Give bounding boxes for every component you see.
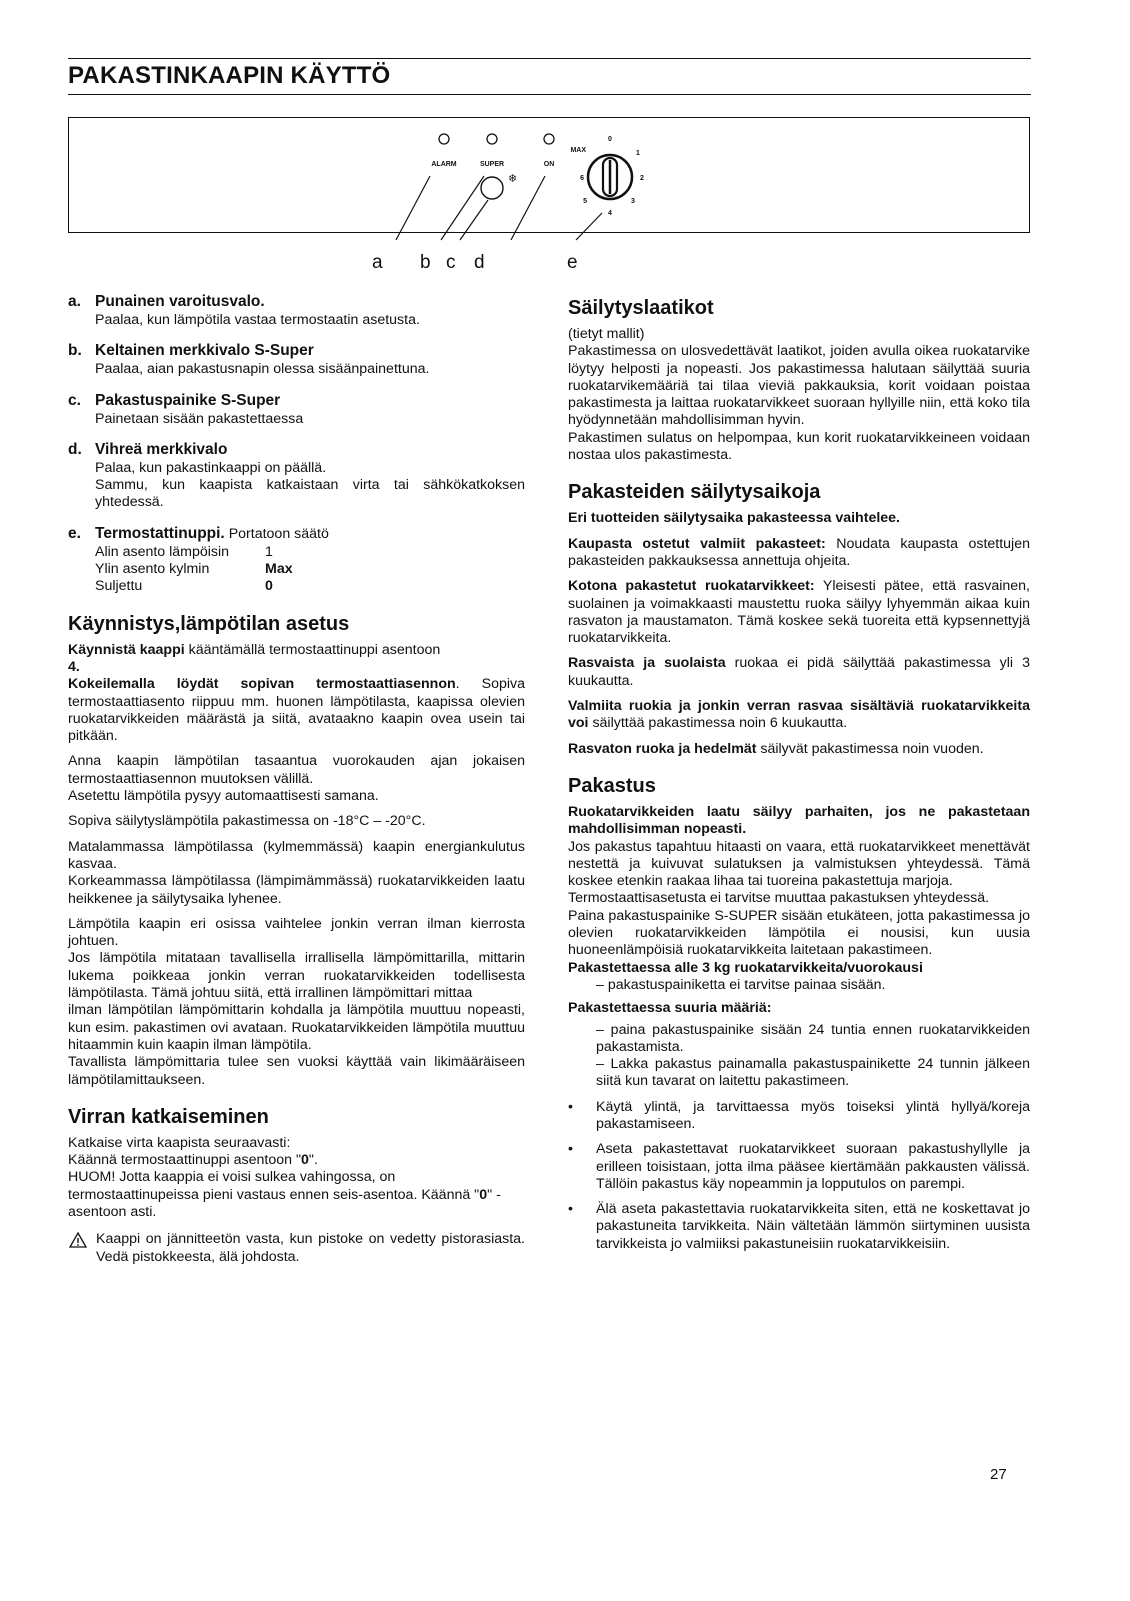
- item-letter: e.: [68, 524, 81, 542]
- dial-1-label: 1: [636, 150, 640, 157]
- item-title: Keltainen merkkivalo S-Super: [95, 342, 314, 360]
- item-title: Termostattinuppi.: [95, 524, 225, 542]
- item-body: Painetaan sisään pakastettaessa: [95, 410, 304, 427]
- item-c: [68, 391, 525, 428]
- start-p4: Sopiva säilytyslämpötila pakastimessa on -18°C – -20°C.: [68, 813, 426, 830]
- power-warning: [68, 1231, 525, 1266]
- freezing-large: Pakastettaessa suuria määriä:: [568, 1000, 772, 1017]
- item-body: Paalaa, aian pakastusnapin olessa sisäänpainettuna.: [95, 361, 430, 378]
- callout-c: c: [446, 252, 456, 273]
- dial-5-label: 5: [583, 198, 587, 205]
- start-p5: Matalammassa lämpötilassa (kylmemmässä) kaapin energiankulutus kasvaa. Korkeammassa lämpötilassa (lämpimämmässä) ruokatarvikkeiden laatu heikkenee ja säilytysaika lyhenee.: [68, 838, 525, 907]
- callout-a: a: [372, 252, 383, 273]
- right-column: [568, 292, 1030, 1261]
- storage-r2: Kotona pakastetut ruokatarvikkeet: Yleisesti pätee, että rasvainen, suolainen ja voimakkaasti maustettu ruoka säilyy lyhyemmän aikaa kuin rasvaton ja maustamaton. Tämä koskee sekä tuoreita että kypsennettyjä ruokatarvikkeita.: [568, 578, 1030, 647]
- dial-3-label: 3: [631, 198, 635, 205]
- item-letter: b.: [68, 342, 82, 360]
- drawers-text: (tietyt mallit) Pakastimessa on ulosvedettävät laatikot, joiden avulla oikea ruokatarvike löytyy helposti ja nopeasti. Jos pakastimessa halutaan säilyttää suuria ruokatarvikemääriä tai tilaa vieviä pakkauksia, korit voidaan poistaa pakastimesta ja laittaa ruokatarvikkeet suoraan hyllyille niin, että koko tila hyödynnetään mahdollisimman hyvin. Pakastimen sulatus on helpompaa, kun korit ruokatarvikkeineen voidaan nostaa ulos pakastimesta.: [568, 326, 1030, 464]
- callout-b: b: [420, 252, 431, 273]
- item-body: Palaa, kun pakastinkaappi on päällä. Sammu, kun kaapista katkaistaan virta tai sähkökatkoksen yhtedessä.: [95, 459, 525, 511]
- start-p3: Anna kaapin lämpötilan tasaantua vuorokauden ajan jokaisen termostaattiasennon muutoksen välillä. Asetettu lämpötila pysyy automaattisesti samana.: [68, 753, 525, 805]
- storage-r3: Rasvaista ja suolaista ruokaa ei pidä säilyttää pakastimessa yli 3 kuukautta.: [568, 655, 1030, 689]
- callout-d: d: [474, 252, 485, 273]
- dial-6-label: 6: [580, 175, 584, 182]
- item-d: [68, 440, 525, 512]
- left-column: [68, 292, 525, 1266]
- thermostat-row: Ylin asento kylmin Max: [95, 561, 293, 578]
- freezing-large-list: [568, 1022, 1030, 1091]
- power-text: Katkaise virta kaapista seuraavasti: Käännä termostaattinuppi asentoon "0". HUOM! Jotta kaappia ei voisi sulkea vahingossa, on termostaattinupeissa pieni vastaus ennen seis-asentoa. Käännä "0" -asentoon asti.: [68, 1134, 501, 1220]
- heading-freezing: Pakastus: [568, 774, 656, 797]
- page-number: 27: [990, 1466, 1007, 1483]
- item-title: Vihreä merkkivalo: [95, 440, 228, 458]
- item-title: Pakastuspainike S-Super: [95, 391, 281, 409]
- start-p6: Lämpötila kaapin eri osissa vaihtelee jonkin verran ilman kierrosta johtuen. Jos lämpötila mitataan tavallisella irrallisella lämpömittarilla, mittarin lukema poikkeaa jonkin verran ruokatarvikkeiden todellisesta lämpötilasta. Tämä johtuu siitä, että irrallinen lämpömittari mittaa ilman lämpötilan lämpömittarin kohdalla ja lämpötila muuttuu nopeasti, kun esim. pakastimen ovi avataan. Ruokatarvikkeiden lämpötila muuttuu hitaammin kuin kaapin ilman lämpötila. Tavallista lämpömittaria tulee sen vuoksi käyttää vain likimääräiseen lämpötilamittaukseen.: [68, 915, 525, 1088]
- dial-0-label: 0: [608, 136, 612, 143]
- alarm-label: ALARM: [431, 161, 457, 168]
- item-letter: d.: [68, 440, 82, 458]
- item-body: Paalaa, kun lämpötila vastaa termostaatin asetusta.: [95, 312, 420, 328]
- super-lamp-icon: [487, 134, 497, 144]
- alarm-lamp-icon: [439, 134, 449, 144]
- large-step: – paina pakastuspainike sisään 24 tuntia ennen ruokatarvikkeiden pakastamista.: [596, 1021, 1030, 1055]
- thermostat-row: Suljettu 0: [95, 578, 273, 595]
- list-item: • Älä aseta pakastettavia ruokatarvikkeita siten, että ne koskettavat jo pakastuneita tarvikkeita. Näin vältetään lämmön siirtyminen uusista tarvikkeista jo valmiiksi pakastuneisiin ruokatarvikkeisiin.: [568, 1201, 1030, 1252]
- super-button-icon: [481, 177, 503, 199]
- item-a: [68, 292, 525, 329]
- freezing-small: Pakastettaessa alle 3 kg ruokatarvikkeita/vuorokausi – pakastuspainiketta ei tarvitse painaa sisään.: [568, 959, 923, 993]
- dial-4-label: 4: [608, 210, 612, 217]
- item-title: Punainen varoitusvalo.: [95, 293, 265, 310]
- item-b: [68, 341, 525, 378]
- freezing-sub: Ruokatarvikkeiden laatu säilyy parhaiten, jos ne pakastetaan mahdollisimman nopeasti.: [568, 803, 1030, 838]
- list-item: • Käytä ylintä, ja tarvittaessa myös toiseksi ylintä hyllyä/koreja pakastamiseen.: [568, 1098, 1030, 1132]
- thermostat-row: Alin asento lämpöisin 1: [95, 543, 273, 560]
- storage-r1: Kaupasta ostetut valmiit pakasteet: Noudata kaupasta ostettujen pakasteiden pakkauksessa annettuja ohjeita.: [568, 535, 1030, 569]
- on-label: ON: [543, 161, 555, 168]
- control-panel-svg: [0, 0, 1130, 280]
- dial-2-label: 2: [640, 175, 644, 182]
- super-label: SUPER: [479, 161, 505, 168]
- snowflake-icon: ❄: [508, 173, 518, 185]
- callout-e: e: [567, 252, 578, 273]
- item-e: [68, 524, 525, 596]
- freezing-text: Jos pakastus tapahtuu hitaasti on vaara, että ruokatarvikkeet menettävät nestettä ja kuivuvat sulatuksen ja valmistuksen yhteydessä. Tämä koskee etenkin raakaa lihaa tai tuoreina pakastettuja marjoja. Termostaattisasetusta ei tarvitse muuttaa pakastuksen yhteydessä. Paina pakastuspainike S-SUPER sisään etukäteen, jotta pakastimessa jo olevien ruokatarvikkeiden lämpötila ei nousisi, kun uusia huoneenlämpöisiä ruokatarvikkeita laitetaan pakastimeen.: [568, 838, 1030, 959]
- warning-text: Kaappi on jännitteetön vasta, kun pistoke on vedetty pistorasiasta. Vedä pistokkeesta, älä johdosta.: [96, 1231, 525, 1265]
- list-item: • Aseta pakastettavat ruokatarvikkeet suoraan pakastushyllylle ja erilleen toisistaan, jotta ilma pääsee kiertämään pakkausten välissä. Tällöin pakastus käy nopeammin ja lopputulos on parempi.: [568, 1141, 1030, 1192]
- page-title: PAKASTINKAAPIN KÄYTTÖ: [68, 62, 391, 89]
- item-letter: a.: [68, 293, 81, 310]
- warning-triangle-icon: [68, 1231, 96, 1266]
- storage-sub: Eri tuotteiden säilytysaika pakasteessa vaihtelee.: [568, 510, 900, 527]
- heading-storage: Pakasteiden säilytysaikoja: [568, 481, 821, 504]
- heading-drawers: Säilytyslaatikot: [568, 297, 714, 319]
- heading-power: Virran katkaiseminen: [68, 1105, 269, 1128]
- item-title-suffix: Portatoon säätö: [224, 525, 329, 542]
- dial-max-label: MAX: [570, 147, 586, 154]
- start-p1: Käynnistä kaappi kääntämällä termostaattinuppi asentoon 4.: [68, 641, 441, 675]
- item-letter: c.: [68, 391, 81, 409]
- storage-r4: Valmiita ruokia ja jonkin verran rasvaa sisältäviä ruokatarvikkeita voi säilyttää pakastimessa noin 6 kuukautta.: [568, 698, 1030, 732]
- heading-start: Käynnistys,lämpötilan asetus: [68, 612, 350, 635]
- storage-r5: Rasvaton ruoka ja hedelmät säilyvät pakastimessa noin vuoden.: [568, 740, 984, 757]
- large-step: – Lakka pakastus painamalla pakastuspainikette 24 tunnin jälkeen siitä kun tavarat on laitettu pakastimeen.: [596, 1056, 1030, 1090]
- start-p2: Kokeilemalla löydät sopivan termostaattiasennon. Sopiva termostaattiasento riippuu mm. huonen lämpötilasta, kaapissa olevien ruokatarvikkeiden määrästä ja siitä, avataakno kaapin ovea usein tai pitkään.: [68, 676, 525, 745]
- on-lamp-icon: [544, 134, 554, 144]
